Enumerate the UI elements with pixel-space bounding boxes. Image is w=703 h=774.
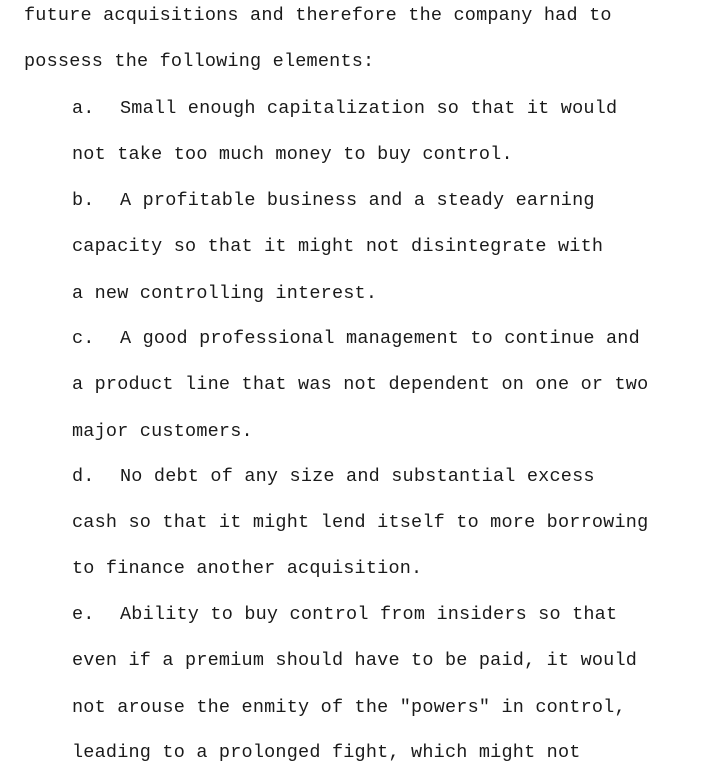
list-item-letter: b. <box>72 190 95 211</box>
list-item-continuation: cash so that it might lend itself to more borrowing <box>72 512 649 533</box>
list-item-continuation: major customers. <box>72 421 253 442</box>
list-item-text: No debt of any size and substantial excess <box>120 466 595 487</box>
list-item-continuation: to finance another acquisition. <box>72 558 423 579</box>
list-item-continuation: a product line that was not dependent on one or two <box>72 374 649 395</box>
list-item-e <box>72 603 617 627</box>
list-item-letter: d. <box>72 466 95 487</box>
list-item-letter: a. <box>72 98 95 119</box>
list-item-text: Ability to buy control from insiders so that <box>120 604 618 625</box>
body-text-line: possess the following elements: <box>24 51 375 72</box>
list-item-text: Small enough capitalization so that it would <box>120 98 618 119</box>
list-item-a <box>72 97 617 121</box>
list-item-continuation: not take too much money to buy control. <box>72 144 513 165</box>
list-item-text: A profitable business and a steady earning <box>120 190 595 211</box>
list-item-continuation: even if a premium should have to be paid, it would <box>72 650 638 671</box>
list-item-continuation: not arouse the enmity of the "powers" in control, <box>72 697 626 718</box>
body-text-line: future acquisitions and therefore the company had to <box>24 5 612 26</box>
list-item-text: A good professional management to continue and <box>120 328 640 349</box>
list-item-b <box>72 189 595 213</box>
list-item-c <box>72 327 640 351</box>
list-item-continuation: leading to a prolonged fight, which might not <box>72 742 581 763</box>
list-item-continuation: a new controlling interest. <box>72 283 378 304</box>
list-item-d <box>72 465 595 489</box>
list-item-letter: e. <box>72 604 95 625</box>
list-item-continuation: capacity so that it might not disintegrate with <box>72 236 604 257</box>
list-item-letter: c. <box>72 328 95 349</box>
